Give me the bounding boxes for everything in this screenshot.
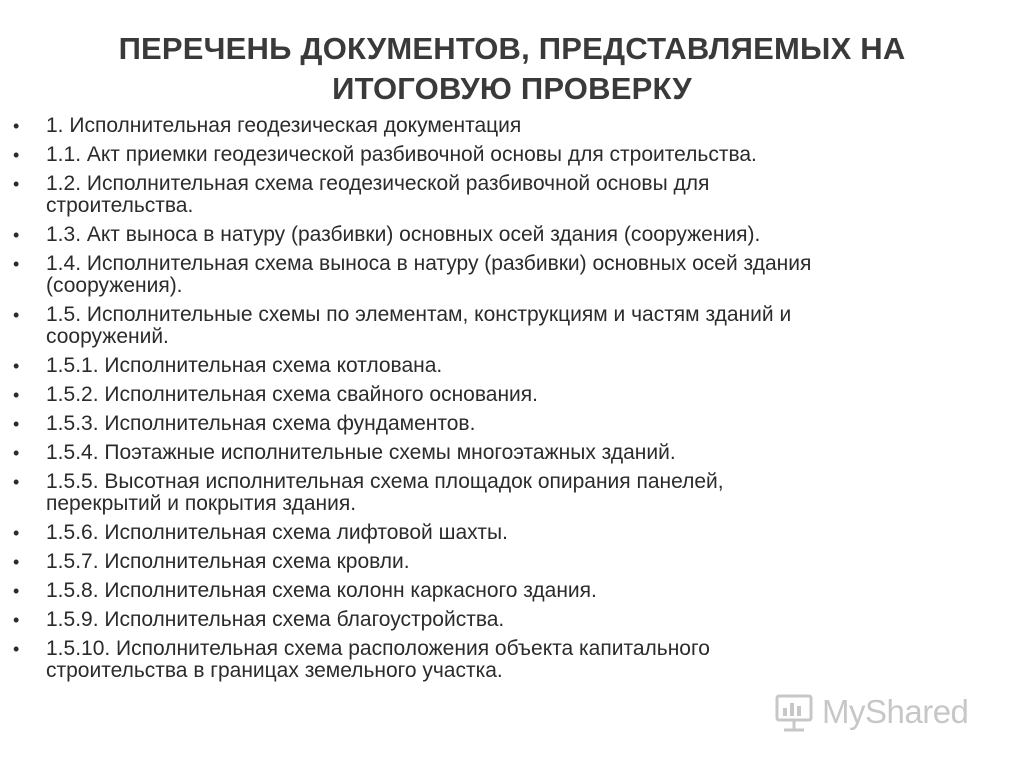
- list-item: [0, 173, 1024, 217]
- watermark-text: MyShared: [822, 693, 969, 730]
- presentation-board-icon: [772, 690, 816, 734]
- bullet-icon: •: [13, 116, 20, 136]
- list-item: [0, 355, 1024, 377]
- bullet-icon: •: [13, 414, 20, 434]
- list-item-text-continued: (сооружения).: [46, 274, 183, 297]
- bullet-icon: •: [13, 145, 20, 165]
- list-item: [0, 442, 1024, 464]
- list-item-text-continued: строительства в границах земельного участка.: [46, 659, 503, 682]
- list-item: [0, 224, 1024, 246]
- list-item-text: 1.5.10. Исполнительная схема расположения объекта капитального: [46, 637, 710, 660]
- list-item-text: 1. Исполнительная геодезическая документация: [46, 114, 522, 137]
- list-item: [0, 580, 1024, 602]
- list-item-text: 1.5.3. Исполнительная схема фундаментов.: [46, 412, 476, 435]
- list-item-text: 1.4. Исполнительная схема выноса в натуру (разбивки) основных осей здания: [46, 252, 812, 275]
- list-item-text: 1.5.2. Исполнительная схема свайного основания.: [46, 383, 538, 406]
- list-item: [0, 144, 1024, 166]
- bullet-icon: •: [13, 581, 20, 601]
- list-item-text-continued: сооружений.: [46, 325, 169, 348]
- list-item: [0, 609, 1024, 631]
- list-item-text: 1.5.6. Исполнительная схема лифтовой шахты.: [46, 521, 508, 544]
- list-item-text: 1.5.4. Поэтажные исполнительные схемы многоэтажных зданий.: [46, 441, 676, 464]
- document-list: [0, 115, 1024, 689]
- list-item-text: 1.5.5. Высотная исполнительная схема площадок опирания панелей,: [46, 470, 724, 493]
- list-item-text: 1.2. Исполнительная схема геодезической разбивочной основы для: [46, 172, 710, 195]
- list-item-text: 1.5.9. Исполнительная схема благоустройства.: [46, 608, 505, 631]
- bullet-icon: •: [13, 305, 20, 325]
- list-item-text: 1.1. Акт приемки геодезической разбивочной основы для строительства.: [46, 143, 757, 166]
- list-item: [0, 551, 1024, 573]
- bullet-icon: •: [13, 356, 20, 376]
- list-item: [0, 471, 1024, 515]
- list-item-text: 1.3. Акт выноса в натуру (разбивки) основных осей здания (сооружения).: [46, 223, 761, 246]
- myshared-watermark: [772, 688, 968, 736]
- list-item: [0, 384, 1024, 406]
- slide-title-line-1: ПЕРЕЧЕНЬ ДОКУМЕНТОВ, ПРЕДСТАВЛЯЕМЫХ НА: [118, 30, 906, 66]
- list-item: [0, 253, 1024, 297]
- list-item: [0, 115, 1024, 137]
- bullet-icon: •: [13, 639, 20, 659]
- list-item: [0, 522, 1024, 544]
- list-item: [0, 304, 1024, 348]
- bullet-icon: •: [13, 523, 20, 543]
- slide-title-line-2: ИТОГОВУЮ ПРОВЕРКУ: [332, 70, 692, 106]
- list-item-text: 1.5.8. Исполнительная схема колонн каркасного здания.: [46, 579, 597, 602]
- bullet-icon: •: [13, 174, 20, 194]
- bullet-icon: •: [13, 552, 20, 572]
- bullet-icon: •: [13, 254, 20, 274]
- bullet-icon: •: [13, 385, 20, 405]
- bullet-icon: •: [13, 443, 20, 463]
- bullet-icon: •: [13, 472, 20, 492]
- list-item: [0, 638, 1024, 682]
- list-item-text: 1.5. Исполнительные схемы по элементам, конструкциям и частям зданий и: [46, 303, 792, 326]
- list-item-text-continued: перекрытий и покрытия здания.: [46, 492, 357, 515]
- list-item-text: 1.5.7. Исполнительная схема кровли.: [46, 550, 410, 573]
- bullet-icon: •: [13, 225, 20, 245]
- list-item-text-continued: строительства.: [46, 194, 194, 217]
- bullet-icon: •: [13, 610, 20, 630]
- list-item-text: 1.5.1. Исполнительная схема котлована.: [46, 354, 443, 377]
- list-item: [0, 413, 1024, 435]
- slide-title: [60, 29, 964, 109]
